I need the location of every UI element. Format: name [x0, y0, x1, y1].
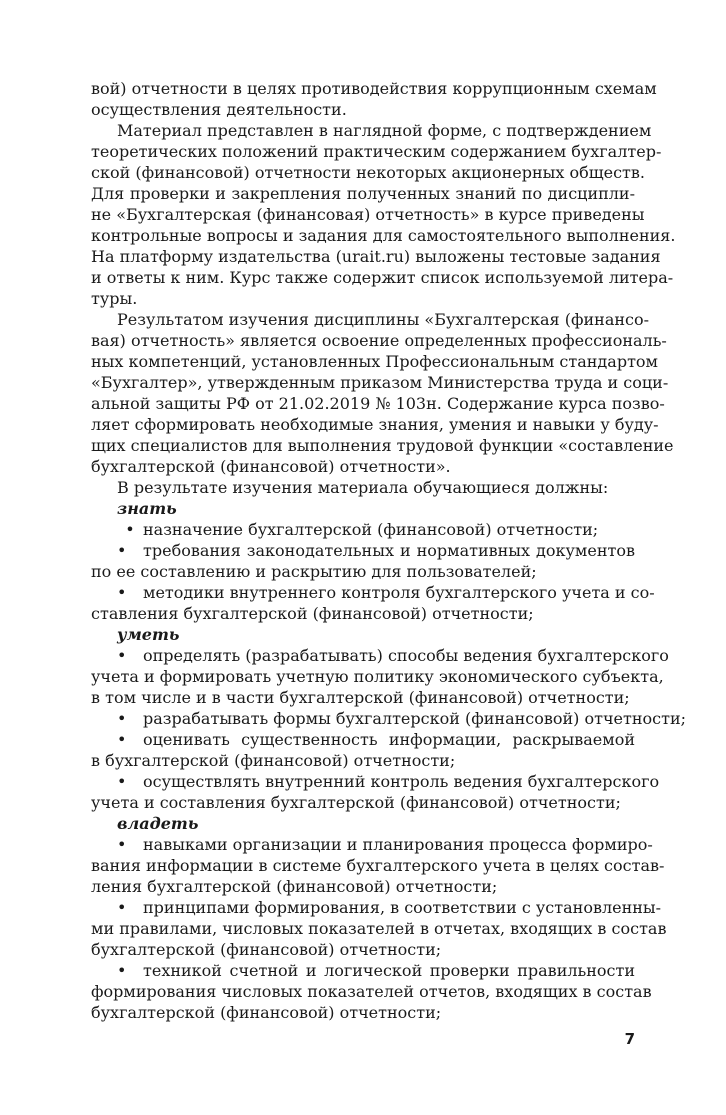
list-item-text: принципами формирования, в соответствии с установленны- [143, 898, 662, 917]
list-item-text: разрабатывать формы бухгалтерской (финансовой) отчетности; [143, 709, 687, 728]
list-item-text: определять (разрабатывать) способы ведения бухгалтерского [143, 646, 669, 665]
bullet-icon: • [117, 898, 127, 917]
paragraph-first-line: Материал представлен в наглядной форме, с подтверждением [117, 121, 652, 140]
bullet-icon: • [117, 730, 127, 749]
text-line: ляет сформировать необходимые знания, умения и навыки у буду- [91, 415, 659, 434]
bullet-icon: • [117, 583, 127, 602]
text-line: вая) отчетность» является освоение определенных профессиональ- [91, 331, 667, 350]
text-line: «Бухгалтер», утвержденным приказом Министерства труда и соци- [91, 373, 669, 392]
paragraph-first-line: Результатом изучения дисциплины «Бухгалтерская (финансо- [117, 310, 650, 329]
text-line: вой) отчетности в целях противодействия коррупционным схемам [91, 79, 657, 98]
text-line: ми правилами, числовых показателей в отчетах, входящих в состав [91, 919, 667, 938]
text-line: туры. [91, 289, 138, 308]
text-line: учета и составления бухгалтерской (финансовой) отчетности; [91, 793, 621, 812]
list-item-text: назначение бухгалтерской (финансовой) отчетности; [143, 520, 599, 539]
list-item [91, 582, 655, 603]
bullet-icon: • [117, 835, 127, 854]
text-line: контрольные вопросы и задания для самостоятельного выполнения. [91, 226, 676, 245]
text-line: по ее составлению и раскрытию для пользователей; [91, 562, 537, 581]
list-item-text: навыками организации и планирования процесса формиро- [143, 835, 653, 854]
section-heading-master: владеть [117, 814, 199, 833]
paragraph-first-line: В результате изучения материала обучающиеся должны: [117, 478, 609, 497]
list-item [91, 645, 669, 666]
text-line: в том числе и в части бухгалтерской (финансовой) отчетности; [91, 688, 630, 707]
text-line: ской (финансовой) отчетности некоторых акционерных обществ. [91, 163, 645, 182]
page-body [91, 78, 687, 1023]
text-line: вания информации в системе бухгалтерского учета в целях состав- [91, 856, 665, 875]
text-line: осуществления деятельности. [91, 100, 347, 119]
text-line: На платформу издательства (urait.ru) выложены тестовые задания [91, 247, 661, 266]
text-line: не «Бухгалтерская (финансовая) отчетность» в курсе приведены [91, 205, 645, 224]
text-line: в бухгалтерской (финансовой) отчетности; [91, 751, 456, 770]
text-line: учета и формировать учетную политику экономического субъекта, [91, 667, 664, 686]
text-line: ления бухгалтерской (финансовой) отчетности; [91, 877, 498, 896]
list-item [91, 897, 662, 918]
section-heading-know: знать [117, 499, 177, 518]
text-line: формирования числовых показателей отчетов, входящих в состав [91, 982, 652, 1001]
list-item [91, 540, 635, 561]
text-line: бухгалтерской (финансовой) отчетности; [91, 1003, 442, 1022]
bullet-icon: • [117, 709, 127, 728]
bullet-icon: • [125, 520, 135, 539]
bullet-icon: • [117, 772, 127, 791]
list-item-text: оценивать существенность информации, раскрываемой [143, 730, 635, 749]
text-line: Для проверки и закрепления полученных знаний по дисципли- [91, 184, 635, 203]
text-line: бухгалтерской (финансовой) отчетности». [91, 457, 451, 476]
list-item [91, 834, 653, 855]
bullet-icon: • [117, 961, 127, 980]
section-heading-can: уметь [117, 625, 180, 644]
text-line: и ответы к ним. Курс также содержит список используемой литера- [91, 268, 674, 287]
list-item [91, 519, 635, 540]
text-line: бухгалтерской (финансовой) отчетности; [91, 940, 442, 959]
bullet-icon: • [117, 646, 127, 665]
page-number: 7 [624, 1030, 635, 1048]
text-line: теоретических положений практическим содержанием бухгалтер- [91, 142, 662, 161]
text-line: альной защиты РФ от 21.02.2019 № 103н. Содержание курса позво- [91, 394, 665, 413]
text-line: ставления бухгалтерской (финансовой) отчетности; [91, 604, 534, 623]
bullet-icon: • [117, 541, 127, 560]
list-item-text: требования законодательных и нормативных документов [143, 541, 635, 560]
list-item [91, 708, 687, 729]
list-item-text: техникой счетной и логической проверки правильности [143, 961, 635, 980]
list-item-text: методики внутреннего контроля бухгалтерского учета и со- [143, 583, 655, 602]
list-item-text: осуществлять внутренний контроль ведения бухгалтерского [143, 772, 660, 791]
list-item [91, 960, 635, 981]
text-line: ных компетенций, установленных Профессиональным стандартом [91, 352, 658, 371]
list-item [91, 771, 660, 792]
list-item [91, 729, 635, 750]
text-line: щих специалистов для выполнения трудовой функции «составление [91, 436, 674, 455]
